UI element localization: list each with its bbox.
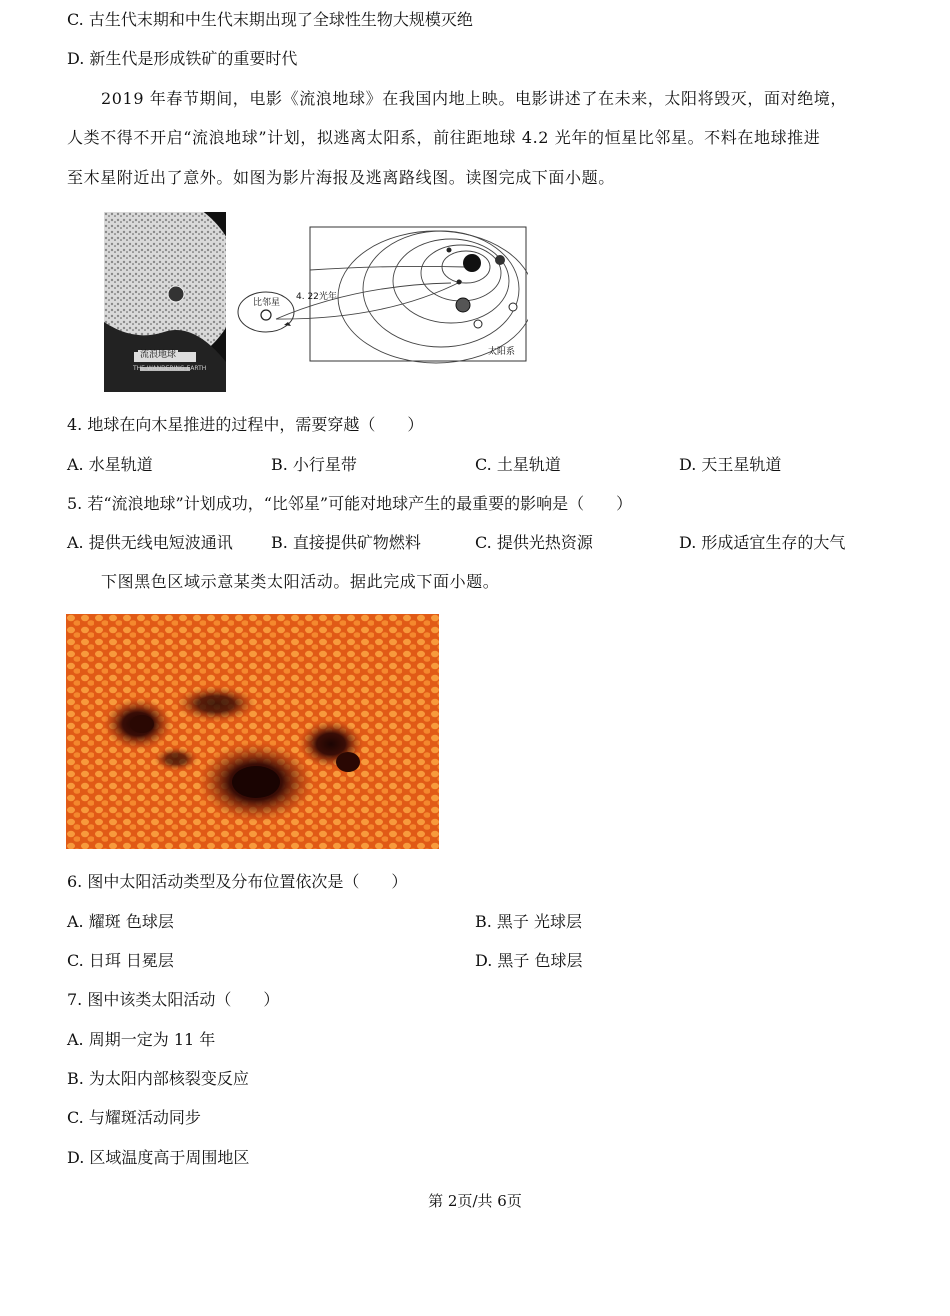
passage-2: 下图黑色区域示意某类太阳活动。据此完成下面小题。 bbox=[101, 572, 500, 591]
passage-line-1: 2019 年春节期间，电影《流浪地球》在我国内地上映。电影讲述了在未来，太阳将毁灭，面对绝境， bbox=[101, 89, 848, 108]
q4-stem: 4. 地球在向木星推进的过程中，需要穿越（ ） bbox=[67, 415, 424, 434]
q7-stem: 7. 图中该类太阳活动（ ） bbox=[67, 990, 280, 1009]
q6-option-c[interactable]: C. 日珥 日冕层 bbox=[67, 951, 174, 970]
option-c-prev: C. 古生代末期和中生代末期出现了全球性生物大规模灭绝 bbox=[67, 10, 473, 29]
q5-option-a[interactable]: A. 提供无线电短波通讯 bbox=[67, 533, 233, 552]
poster-cn-title: 流浪地球 bbox=[140, 350, 177, 360]
passage-line-2: 人类不得不开启“流浪地球”计划，拟逃离太阳系，前往距地球 4.2 光年的恒星比邻星。不料在地球推进 bbox=[67, 128, 821, 147]
q7-option-b[interactable]: B. 为太阳内部核裂变反应 bbox=[67, 1069, 249, 1088]
q5-option-c[interactable]: C. 提供光热资源 bbox=[475, 533, 593, 552]
passage-line-3: 至木星附近出了意外。如图为影片海报及逃离路线图。读图完成下面小题。 bbox=[67, 168, 615, 187]
solar-system-label: 太阳系 bbox=[488, 347, 516, 357]
sunspot-image bbox=[66, 614, 439, 849]
proxima-label: 比邻星 bbox=[253, 298, 281, 308]
q4-option-a[interactable]: A. 水星轨道 bbox=[67, 455, 153, 474]
option-d-prev: D. 新生代是形成铁矿的重要时代 bbox=[67, 49, 298, 68]
escape-route-diagram bbox=[236, 225, 528, 365]
q7-option-a[interactable]: A. 周期一定为 11 年 bbox=[67, 1030, 216, 1049]
q7-option-c[interactable]: C. 与耀斑活动同步 bbox=[67, 1108, 201, 1127]
q5-option-d[interactable]: D. 形成适宜生存的大气 bbox=[679, 533, 846, 552]
q7-option-d[interactable]: D. 区域温度高于周围地区 bbox=[67, 1148, 250, 1167]
poster-en-title: THE WANDERING EARTH bbox=[133, 365, 207, 372]
q4-option-d[interactable]: D. 天王星轨道 bbox=[679, 455, 782, 474]
q6-option-a[interactable]: A. 耀斑 色球层 bbox=[67, 912, 174, 931]
sunspot-svg bbox=[66, 614, 439, 849]
route-svg bbox=[236, 225, 528, 365]
q6-stem: 6. 图中太阳活动类型及分布位置依次是（ ） bbox=[67, 872, 408, 891]
q5-stem: 5. 若“流浪地球”计划成功，“比邻星”可能对地球产生的最重要的影响是（ ） bbox=[67, 494, 633, 513]
q4-option-c[interactable]: C. 土星轨道 bbox=[475, 455, 561, 474]
q6-option-b[interactable]: B. 黑子 光球层 bbox=[475, 912, 583, 931]
q4-option-b[interactable]: B. 小行星带 bbox=[271, 455, 357, 474]
q6-option-d[interactable]: D. 黑子 色球层 bbox=[475, 951, 583, 970]
distance-label: 4. 22光年 bbox=[296, 292, 337, 302]
q5-option-b[interactable]: B. 直接提供矿物燃料 bbox=[271, 533, 421, 552]
page-footer: 第 2页/共 6页 bbox=[428, 1192, 522, 1210]
